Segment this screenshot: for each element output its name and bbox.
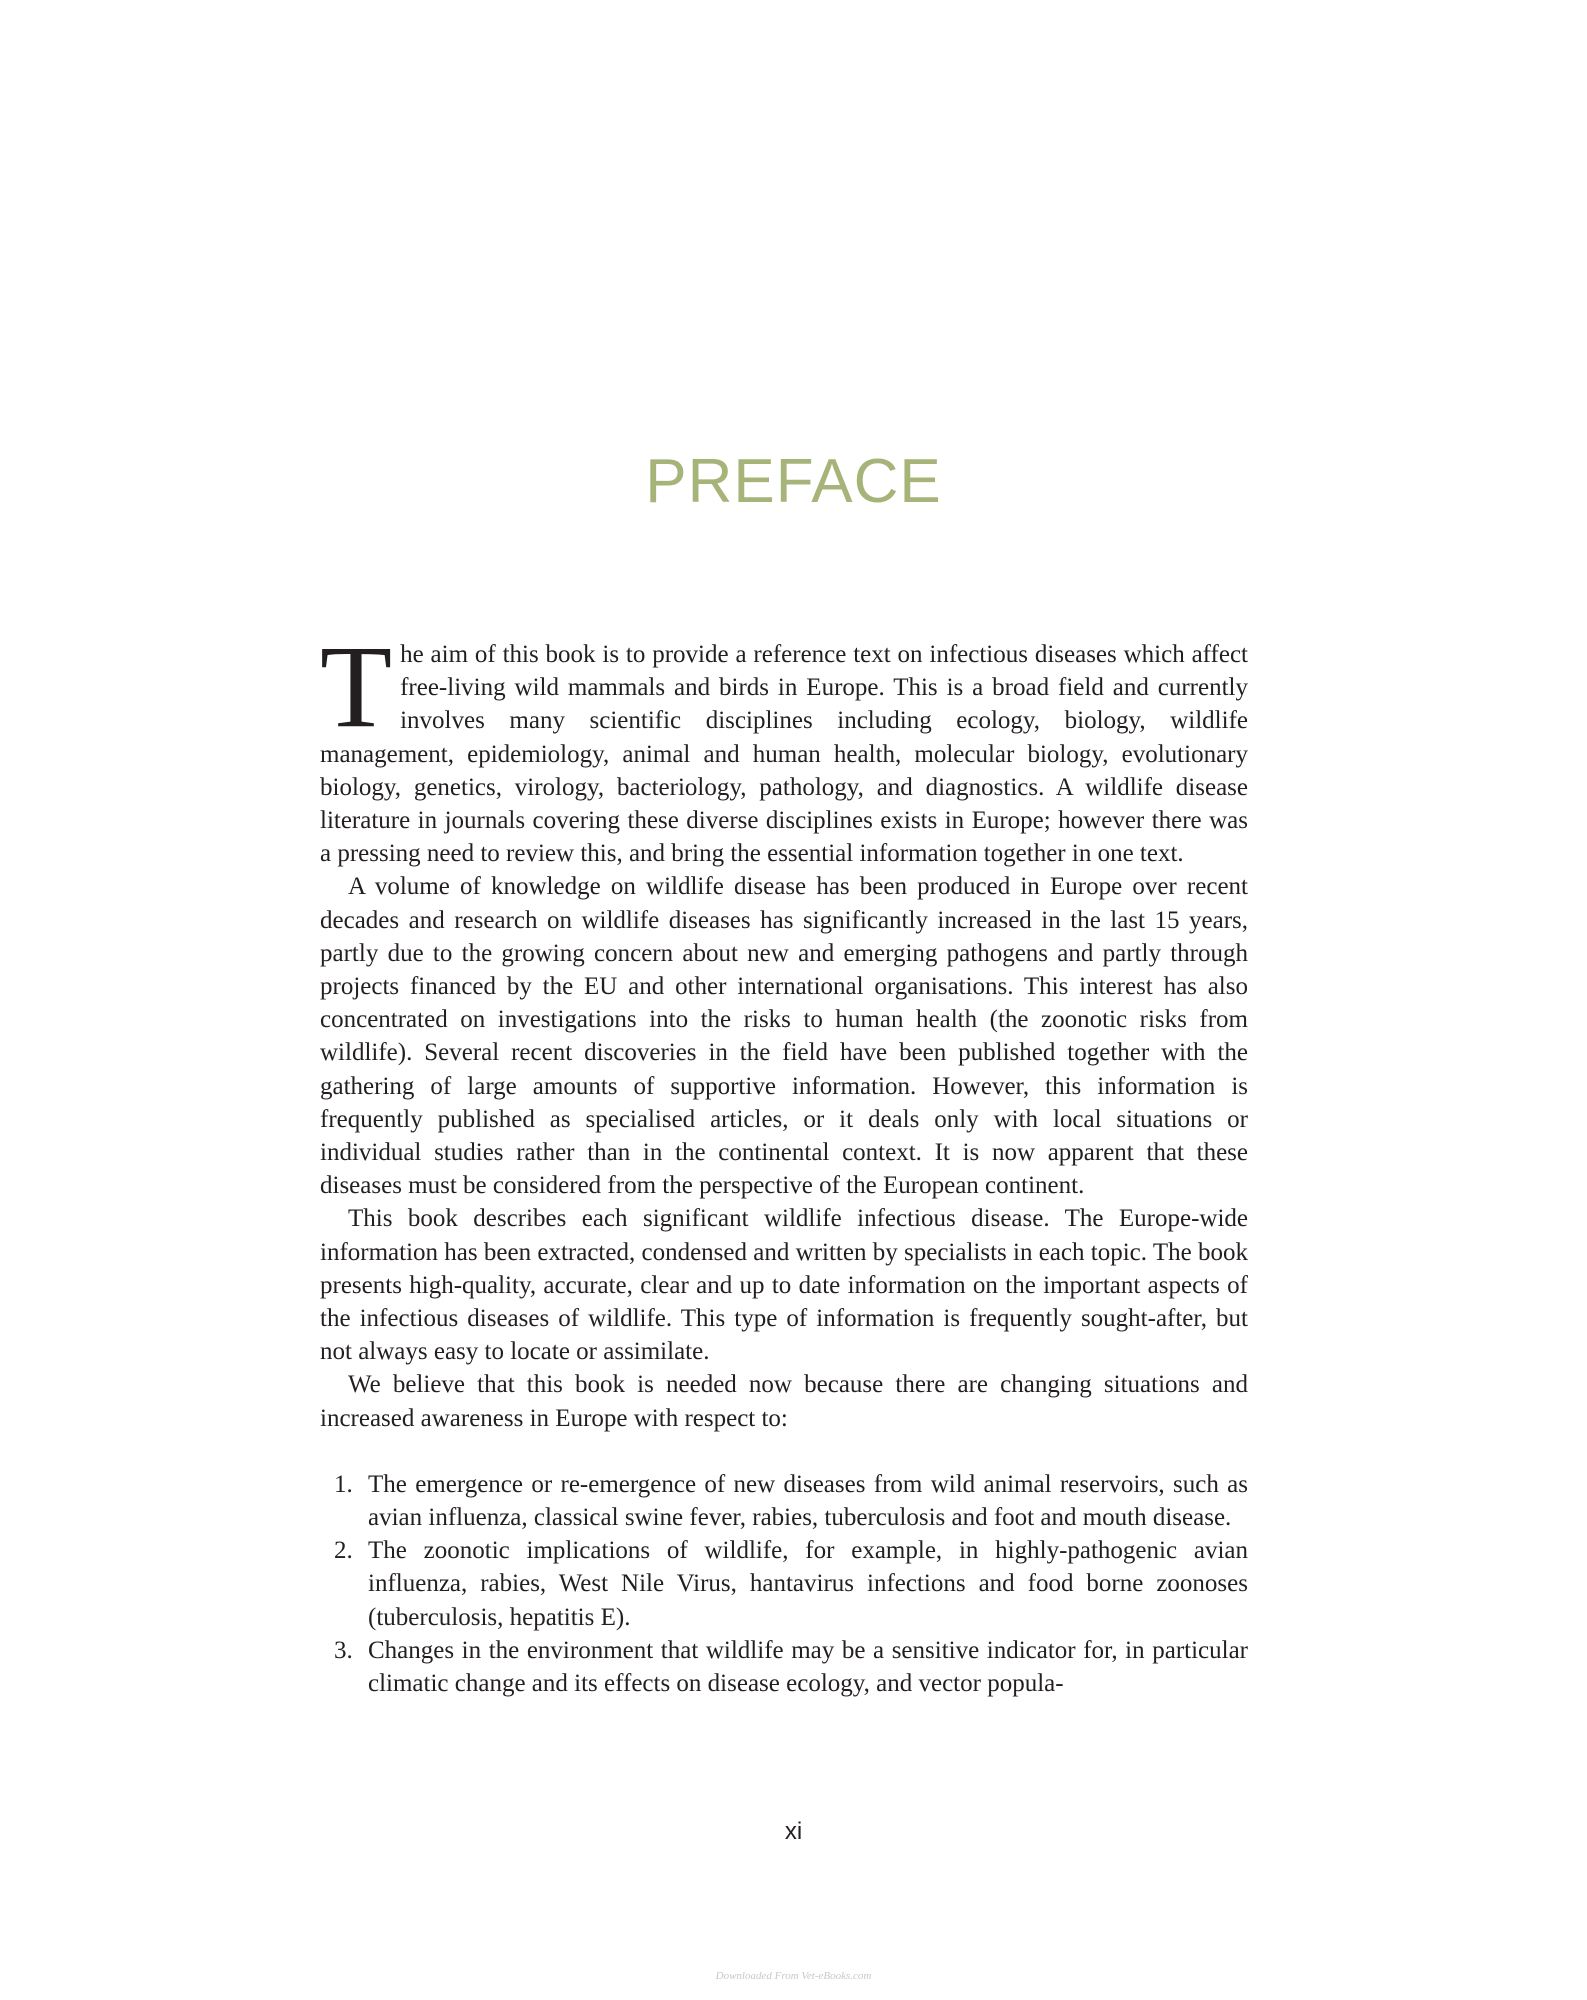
paragraph-4: We believe that this book is needed now because there are changing situations and increased awareness in Europe with respect to: (320, 1371, 1248, 1432)
preface-body (320, 621, 1248, 1700)
paragraph-2: A volume of knowledge on wildlife disease has been produced in Europe over recent decades and research on wildlife diseases has significantly increased in the last 15 years, partly due to the growing concern about new and emerging pathogens and partly through projects financed by the EU and other international organisations. This interest has also concentrated on investigations into the risks to human health (the zoonotic risks from wildlife). Several recent discoveries in the field have been published together with the gathering of large amounts of supportive information. However, this information is frequently published as specialised articles, or it deals only with local situations or individual studies rather than in the continental context. It is now apparent that these diseases must be considered from the perspective of the European continent. (320, 873, 1248, 1200)
page-title: PREFACE (645, 447, 942, 516)
list-item-number: 3. (334, 1636, 353, 1664)
list-item-text: The emergence or re-emergence of new diseases from wild animal reservoirs, such as avian influenza, classical swine fever, rabies, tuberculosis and foot and mouth disease. (368, 1470, 1248, 1532)
list-item-text: The zoonotic implications of wildlife, for example, in highly-pathogenic avian influenza, rabies, West Nile Virus, hantavirus infections and food borne zoonoses (tuberculosis, hepatitis E). (368, 1537, 1248, 1631)
list-item (320, 1534, 1248, 1634)
drop-cap-letter: T (320, 621, 393, 752)
download-watermark: Downloaded From Vet-eBooks.com (715, 1970, 872, 1982)
paragraph-3: This book describes each significant wildlife infectious disease. The Europe-wide information has been extracted, condensed and written by specialists in each topic. The book presents high-quality, accurate, clear and up to date information on the important aspects of the infectious diseases of wildlife. This type of information is frequently sought-after, but not always easy to locate or assimilate. (320, 1205, 1248, 1366)
list-item-number: 2. (334, 1537, 353, 1565)
list-item (320, 1468, 1248, 1534)
page-number: xi (784, 1818, 803, 1845)
paragraph-1 (320, 621, 1248, 870)
list-item-number: 1. (334, 1470, 353, 1498)
list-item-text: Changes in the environment that wildlife may be a sensitive indicator for, in particular climatic change and its effects on disease ecology, and vector popula- (368, 1636, 1248, 1698)
paragraph-1-text: he aim of this book is to provide a reference text on infectious diseases which affect free-living wild mammals and birds in Europe. This is a broad field and currently involves many scientific disciplines including ecology, biology, wildlife management, epidemiology, animal and human health, molecular biology, evolutionary biology, genetics, virology, bacteriology, pathology, and diagnostics. A wildlife disease literature in journals covering these diverse disciplines exists in Europe; however there was a pressing need to review this, and bring the essential information together in one text. (320, 641, 1248, 868)
list-item (320, 1634, 1248, 1700)
numbered-list (320, 1468, 1248, 1700)
